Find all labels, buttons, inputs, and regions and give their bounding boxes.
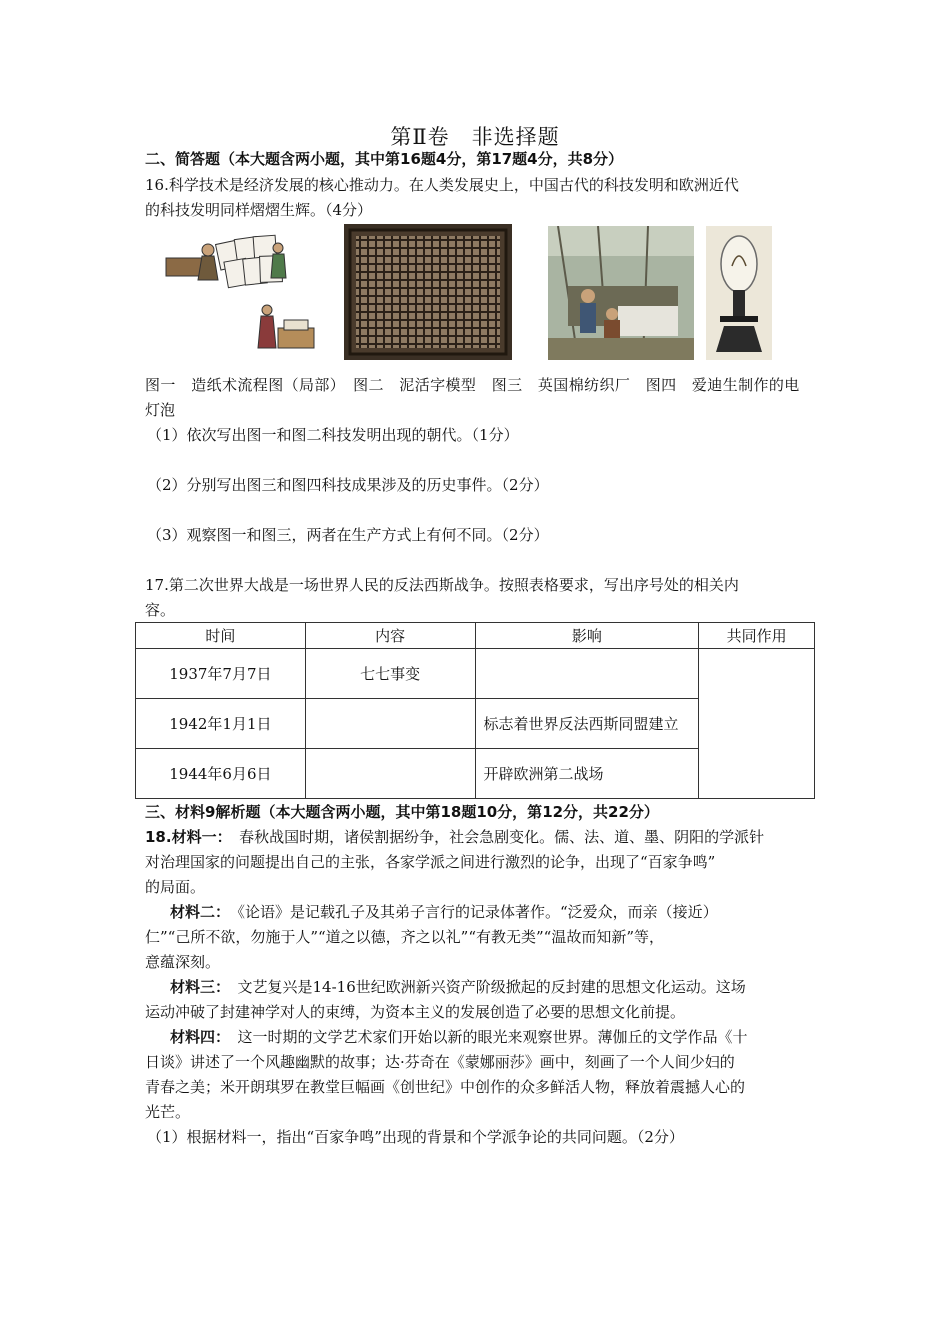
q16-sub3: （3）观察图一和图三，两者在生产方式上有何不同。（2分） (147, 526, 549, 544)
q18-material2-line2: 仁”“己所不欲，勿施于人”“道之以德，齐之以礼”“有教无类”“温故而知新”等， (145, 928, 665, 946)
q18-material1-line3: 的局面。 (145, 878, 206, 896)
material1-text: 春秋战国时期，诸侯割据纷争，社会急剧变化。儒、法、道、墨、阴阳的学派针 (224, 828, 765, 846)
q18-material1-line1 (145, 825, 815, 850)
q18-material2-line3: 意蕴深刻。 (145, 953, 221, 971)
q18-material4-line2: 日谈》讲述了一个风趣幽默的故事；达·芬奇在《蒙娜丽莎》画中，刻画了一个人间少妇的 (145, 1053, 735, 1071)
page-title: 第Ⅱ卷 非选择题 (390, 125, 560, 149)
figure1-papermaking-image (160, 228, 320, 358)
q18-material2-line1 (170, 900, 815, 925)
q16-caption-line2: 灯泡 (145, 401, 176, 419)
q16-stem-line1: 16.科学技术是经济发展的核心推动力。在人类发展史上，中国古代的科技发明和欧洲近代 (145, 176, 739, 194)
figure3-cotton-mill-image (548, 226, 694, 360)
cell-time: 1937年7月7日 (136, 649, 306, 699)
q16-caption-line1: 图一 造纸术流程图（局部） 图二 泥活字模型 图三 英国棉纺织厂 图四 爱迪生制作的电 (145, 376, 800, 394)
material2-label: 材料二： (170, 903, 223, 921)
material3-label: 材料三： (170, 978, 223, 996)
q18-material3-line2: 运动冲破了封建神学对人的束缚，为资本主义的发展创造了必要的思想文化前提。 (145, 1003, 686, 1021)
cell-content: 七七事变 (305, 649, 475, 699)
q17-stem-line1: 17.第二次世界大战是一场世界人民的反法西斯战争。按照表格要求，写出序号处的相关内 (145, 576, 739, 594)
cell-content (305, 749, 475, 799)
q18-material3-line1 (170, 975, 815, 1000)
cell-common-effect (699, 649, 815, 799)
q16-sub2: （2）分别写出图三和图四科技成果涉及的历史事件。（2分） (147, 476, 549, 494)
table-header-row (136, 623, 815, 649)
q18-material4-line1 (170, 1025, 815, 1050)
material4-text: 这一时期的文学艺术家们开始以新的眼光来观察世界。薄伽丘的文学作品《十 (222, 1028, 748, 1046)
cell-impact: 开辟欧洲第二战场 (475, 749, 699, 799)
q18-material1-line2: 对治理国家的问题提出自己的主张，各家学派之间进行激烈的论争，出现了“百家争鸣” (145, 853, 716, 871)
section2-heading: 二、简答题（本大题含两小题，其中第16题4分，第17题4分，共8分） (145, 150, 624, 168)
figure4-light-bulb-image (706, 226, 772, 360)
q17-table (135, 622, 815, 799)
header-impact: 影响 (475, 623, 699, 649)
cell-impact: 标志着世界反法西斯同盟建立 (475, 699, 699, 749)
section3-heading: 三、材料9解析题（本大题含两小题，其中第18题10分，第12分，共22分） (145, 803, 659, 821)
q16-stem-line2: 的科技发明同样熠熠生辉。（4分） (145, 201, 373, 219)
cell-content (305, 699, 475, 749)
header-time: 时间 (136, 623, 306, 649)
q17-stem-line2: 容。 (145, 601, 176, 619)
figure2-clay-type-image (344, 224, 512, 360)
q18-material4-line3: 青春之美；米开朗琪罗在教堂巨幅画《创世纪》中创作的众多鲜活人物，释放着震撼人心的 (145, 1078, 746, 1096)
cell-impact (475, 649, 699, 699)
material4-label: 材料四： (170, 1028, 223, 1046)
material3-text: 文艺复兴是14-16世纪欧洲新兴资产阶级掀起的反封建的思想文化运动。这场 (222, 978, 746, 996)
q18-sub1: （1）根据材料一，指出“百家争鸣”出现的背景和个学派争论的共同问题。（2分） (147, 1128, 684, 1146)
cell-time: 1942年1月1日 (136, 699, 306, 749)
table-row (136, 649, 815, 699)
cell-time: 1944年6月6日 (136, 749, 306, 799)
q18-material4-line4: 光芒。 (145, 1103, 191, 1121)
header-common-effect: 共同作用 (699, 623, 815, 649)
material2-text: 《论语》是记载孔子及其弟子言行的记录体著作。“泛爱众，而亲（接近） (222, 903, 718, 921)
header-content: 内容 (305, 623, 475, 649)
q16-sub1: （1）依次写出图一和图二科技发明出现的朝代。（1分） (147, 426, 519, 444)
material1-label: 18.材料一： (145, 828, 225, 846)
